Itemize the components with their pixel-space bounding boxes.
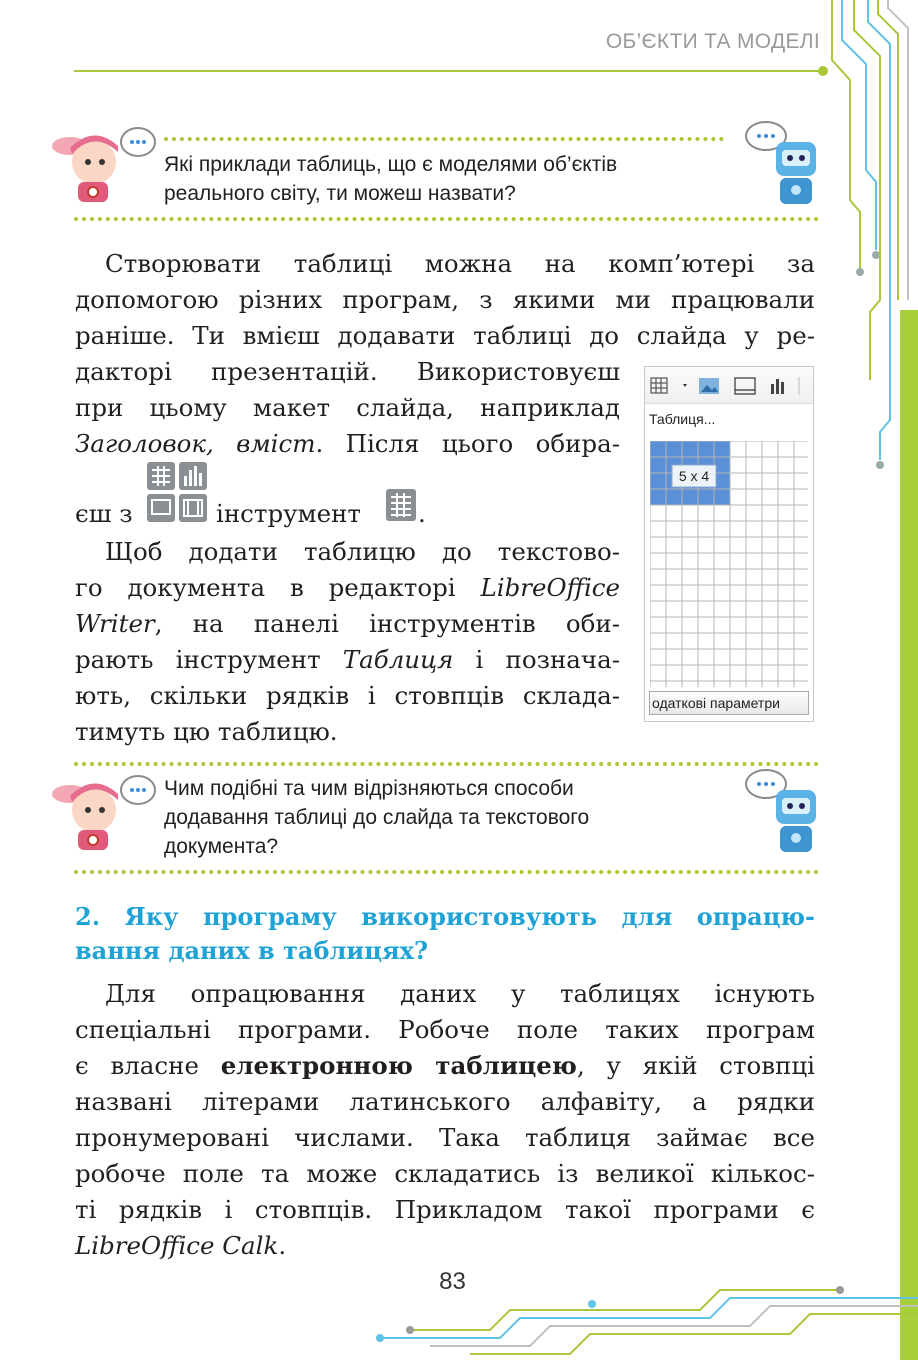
header-title: ОБ’ЄКТИ ТА МОДЕЛІ [605,30,820,53]
paragraph2-line4-start: рають інструмент [75,645,343,674]
slide-content-placeholder-icon [143,460,211,526]
robot-character-icon [730,120,830,208]
question1-bottom-border [74,217,819,221]
question2-line2: додавання таблиці до слайда та текстового [164,806,590,829]
question2-line1: Чим подібні та чим відрізняються способи [164,777,574,800]
paragraph1-line5: при цьому макет слайда, наприклад [75,393,620,422]
paragraph3-line5: пронумеровані числами. Така таблиця займає все [75,1123,815,1152]
question2-line3: документа? [164,835,279,858]
paragraph1-line6 [75,426,620,462]
paragraph3-line8 [75,1228,815,1264]
paragraph1-line7-start: єш з [75,499,133,528]
spreadsheet-term-bold: електронною таблицею [220,1051,577,1080]
girl-character-icon [44,124,156,204]
paragraph2-line6: тимуть цю таблицю. [75,717,338,746]
paragraph2-line1 [75,534,620,570]
paragraph2-line1-text: Щоб додати таблицю до текстово- [105,537,620,566]
circuit-decoration [820,0,918,1360]
tool-name-italic: Таблиця [342,645,454,674]
paragraph1-line4: дакторі презентацій. Використовуєш [75,357,620,386]
paragraph1-line6-rest: . Після цього обира- [315,429,620,458]
question1-text [164,150,734,208]
paragraph2-line5: ють, скільки рядків і стовпців склада- [75,681,620,710]
more-options-button[interactable]: одаткові параметри [649,691,809,715]
app-name-italic: LibreOffice [480,573,620,602]
paragraph3-line8-rest: . [278,1231,287,1260]
question1-line1: Які приклади таблиць, що є моделями об’єктів [164,153,618,176]
question2-bottom-border [74,870,819,874]
widget-toolbar-icons [649,375,809,397]
paragraph2-line4-rest: і познача- [453,645,620,674]
paragraph3-line4: названі літерами латинського алфавіту, а рядки [75,1087,815,1116]
question1-top-border [164,137,724,141]
insert-table-widget [644,366,814,722]
paragraph3-line1-text: Для опрацювання даних у таблицях існують [105,979,815,1008]
question2-top-border [74,762,819,766]
paragraph2-line2-start: го документа в редакторі [75,573,481,602]
paragraph2-line4 [75,642,620,678]
paragraph3-line6: робоче поле та може складатись із великої кількос- [75,1159,815,1188]
section2-heading-line2: вання даних в таблицях? [75,936,429,965]
section2-heading-line1 [75,900,815,934]
paragraph2-line3-rest: , на панелі інструментів оби- [154,609,620,638]
paragraph1-line2: допомогою різних програм, з якими ми працювали [75,285,815,314]
paragraph1-line7-end: . [418,499,426,528]
paragraph2-line2 [75,570,620,606]
paragraph1-line3: раніше. Ти вмієш додавати таблиці до слайда у ре- [75,321,815,350]
paragraph3-line3 [75,1048,815,1084]
header-divider [74,70,824,72]
paragraph1-line7-mid-text: інструмент [216,499,361,528]
question1-line2: реального світу, ти можеш назвати? [164,182,516,205]
page-number: 83 [439,1268,466,1295]
calc-app-name-italic: LibreOffice Calk [75,1231,279,1260]
widget-title: Таблиця... [649,411,716,427]
paragraph3-line2: спеціальні програми. Робоче поле таких програм [75,1015,815,1044]
paragraph3-line3-rest: , у якій стовпці [576,1051,815,1080]
robot-character-icon-2 [730,768,830,856]
widget-toolbar [645,367,813,404]
paragraph3-line7: ті рядків і стовпців. Прикладом такої програми є [75,1195,815,1224]
header-divider-dot [818,66,828,76]
paragraph3-line1 [75,976,815,1012]
girl-character-icon-2 [44,772,156,852]
paragraph1-line1 [75,246,815,282]
table-size-label: 5 x 4 [678,468,710,484]
section2-heading-line1-text: 2. Яку програму використовують для опрацю- [75,902,815,931]
layout-name-italic: Заголовок, вміст [75,429,316,458]
paragraph3-line3-start: є власне [75,1051,221,1080]
paragraph1-line7-middle [216,496,361,532]
paragraph2-line3 [75,606,620,642]
paragraph1-line1-text: Створювати таблиці можна на комп’ютері за [105,249,815,278]
table-tool-icon [385,488,417,522]
app-name-italic-2: Writer [75,609,155,638]
question2-text [164,774,734,861]
